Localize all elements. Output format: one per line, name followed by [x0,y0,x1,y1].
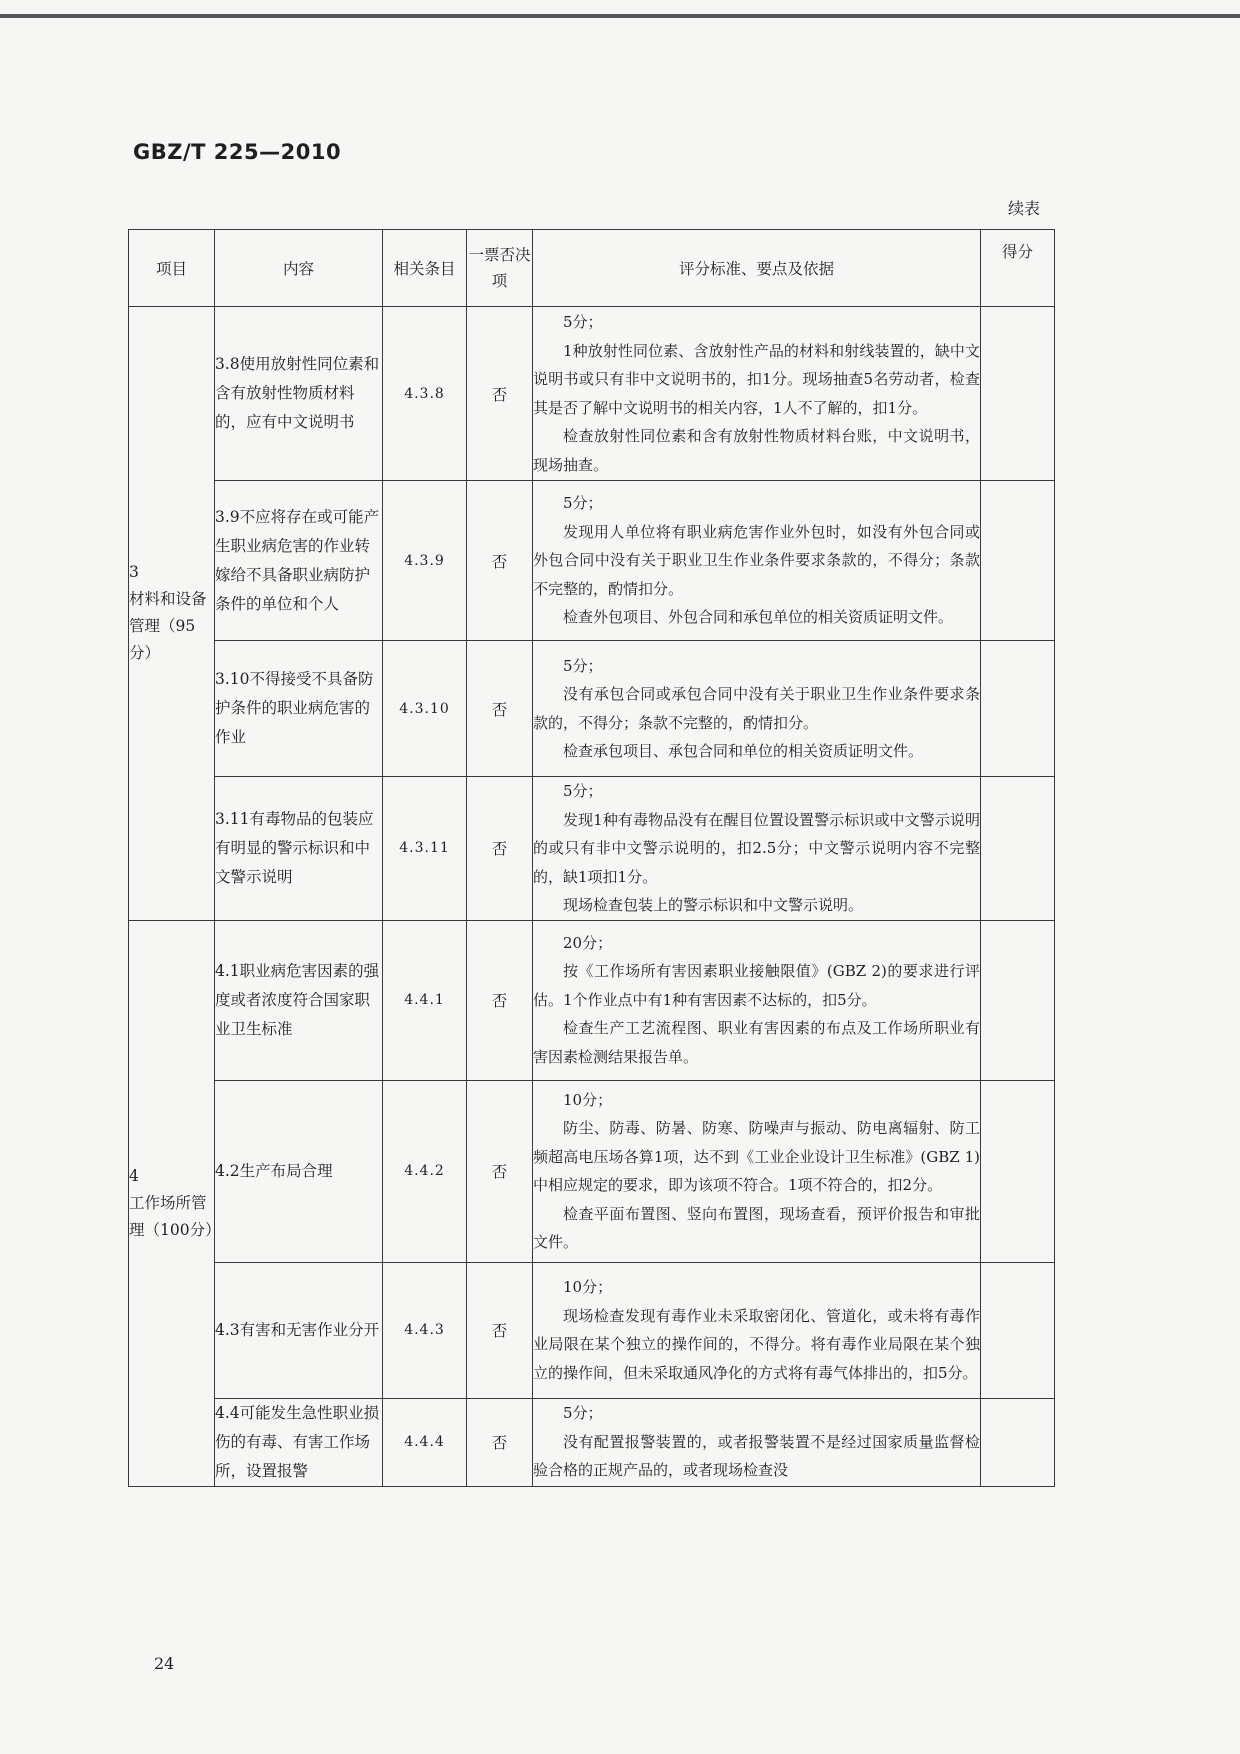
score-cell[interactable] [981,481,1055,641]
reference-cell: 4.4.1 [383,920,467,1080]
criteria-cell [533,1080,981,1262]
table-row [129,307,1055,481]
table-row [129,641,1055,777]
content-cell: 4.1职业病危害因素的强度或者浓度符合国家职业卫生标准 [215,920,383,1080]
criteria-cell [533,920,981,1080]
criteria-cell [533,777,981,921]
criteria-paragraph: 5分； [563,494,603,513]
criteria-paragraph: 现场检查包装上的警示标识和中文警示说明。 [563,896,864,914]
column-header-veto: 一票否决项 [467,230,533,307]
reference-cell: 4.4.2 [383,1080,467,1262]
criteria-paragraph: 5分； [563,656,603,675]
reference-cell: 4.4.4 [383,1398,467,1486]
veto-cell: 否 [467,481,533,641]
table-row [129,1080,1055,1262]
criteria-paragraph: 1种放射性同位素、含放射性产品的材料和射线装置的，缺中文说明书或只有非中文说明书的，扣1分。现场抽查5名劳动者，检查其是否了解中文说明书的相关内容，1人不了解的，扣1分。 [533,341,980,417]
continued-table-label: 续表 [1008,199,1041,218]
table-row [129,777,1055,921]
criteria-paragraph: 5分； [563,1404,603,1423]
score-cell[interactable] [981,777,1055,921]
veto-cell: 否 [467,1398,533,1486]
reference-cell: 4.3.8 [383,307,467,481]
table-row [129,1398,1055,1486]
criteria-paragraph: 10分； [563,1090,613,1109]
criteria-paragraph: 没有承包合同或承包合同中没有关于职业卫生作业条件要求条款的，不得分；条款不完整的，酌情扣分。 [533,685,980,732]
column-header-item: 项目 [129,230,215,307]
criteria-paragraph: 检查放射性同位素和含有放射性物质材料台账，中文说明书，现场抽查。 [533,427,980,474]
criteria-paragraph: 检查平面布置图、竖向布置图，现场查看，预评价报告和审批文件。 [533,1204,980,1251]
criteria-paragraph: 按《工作场所有害因素职业接触限值》(GBZ 2)的要求进行评估。1个作业点中有1种有害因素不达标的，扣5分。 [533,962,980,1009]
veto-cell: 否 [467,307,533,481]
table-row [129,481,1055,641]
score-cell[interactable] [981,1080,1055,1262]
veto-cell: 否 [467,920,533,1080]
content-cell: 3.10不得接受不具备防护条件的职业病危害的作业 [215,641,383,777]
score-cell[interactable] [981,1398,1055,1486]
criteria-cell [533,641,981,777]
criteria-cell [533,1398,981,1486]
reference-cell: 4.3.11 [383,777,467,921]
column-header-criteria: 评分标准、要点及依据 [533,230,981,307]
document-code: GBZ/T 225—2010 [133,140,342,164]
criteria-cell [533,1262,981,1398]
score-cell[interactable] [981,920,1055,1080]
veto-cell: 否 [467,641,533,777]
criteria-cell [533,307,981,481]
criteria-paragraph: 检查生产工艺流程图、职业有害因素的布点及工作场所职业有害因素检测结果报告单。 [533,1019,980,1066]
reference-cell: 4.3.9 [383,481,467,641]
criteria-paragraph: 检查承包项目、承包合同和单位的相关资质证明文件。 [563,742,924,760]
score-cell[interactable] [981,307,1055,481]
content-cell: 4.3有害和无害作业分开 [215,1262,383,1398]
table-row [129,1262,1055,1398]
criteria-paragraph: 发现用人单位将有职业病危害作业外包时，如没有外包合同或外包合同中没有关于职业卫生作业条件要求条款的，不得分；条款不完整的，酌情扣分。 [533,522,980,598]
content-cell: 4.4可能发生急性职业损伤的有毒、有害工作场所，设置报警 [215,1398,383,1486]
score-cell[interactable] [981,1262,1055,1398]
content-cell: 3.11有毒物品的包装应有明显的警示标识和中文警示说明 [215,777,383,921]
criteria-paragraph: 5分； [563,313,603,331]
veto-cell: 否 [467,1262,533,1398]
scan-top-edge [0,14,1240,18]
column-header-content: 内容 [215,230,383,307]
criteria-paragraph: 防尘、防毒、防暑、防寒、防噪声与振动、防电离辐射、防工频超高电压场各算1项，达不到《工业企业设计卫生标准》(GBZ 1)中相应规定的要求，即为该项不符合。1项不符合的，扣2分。 [533,1119,980,1194]
scoring-table [128,229,1055,1487]
group-item-cell: 4 工作场所管理（100分） [129,920,215,1486]
criteria-paragraph: 10分； [563,1278,613,1296]
criteria-cell [533,481,981,641]
veto-cell: 否 [467,777,533,921]
criteria-paragraph: 20分； [563,933,613,952]
criteria-paragraph: 检查外包项目、外包合同和承包单位的相关资质证明文件。 [563,608,954,627]
content-cell: 3.9不应将存在或可能产生职业病危害的作业转嫁给不具备职业病防护条件的单位和个人 [215,481,383,641]
criteria-paragraph: 没有配置报警装置的，或者报警装置不是经过国家质量监督检验合格的正规产品的，或者现场检查没 [533,1432,980,1480]
score-cell[interactable] [981,641,1055,777]
reference-cell: 4.3.10 [383,641,467,777]
table-row [129,920,1055,1080]
criteria-paragraph: 发现1种有毒物品没有在醒目位置设置警示标识或中文警示说明的或只有非中文警示说明的，扣2.5分；中文警示说明内容不完整的，缺1项扣1分。 [533,810,980,886]
reference-cell: 4.4.3 [383,1262,467,1398]
content-cell: 4.2生产布局合理 [215,1080,383,1262]
page-number: 24 [154,1654,175,1673]
veto-cell: 否 [467,1080,533,1262]
group-item-cell: 3 材料和设备管理（95分） [129,307,215,921]
content-cell: 3.8使用放射性同位素和含有放射性物质材料的，应有中文说明书 [215,307,383,481]
criteria-paragraph: 现场检查发现有毒作业未采取密闭化、管道化，或未将有毒作业局限在某个独立的操作间的，不得分。将有毒作业局限在某个独立的操作间，但未采取通风净化的方式将有毒气体排出的，扣5分。 [533,1306,980,1382]
column-header-reference: 相关条目 [383,230,467,307]
column-header-score: 得分 [981,230,1055,307]
criteria-paragraph: 5分； [563,782,603,800]
